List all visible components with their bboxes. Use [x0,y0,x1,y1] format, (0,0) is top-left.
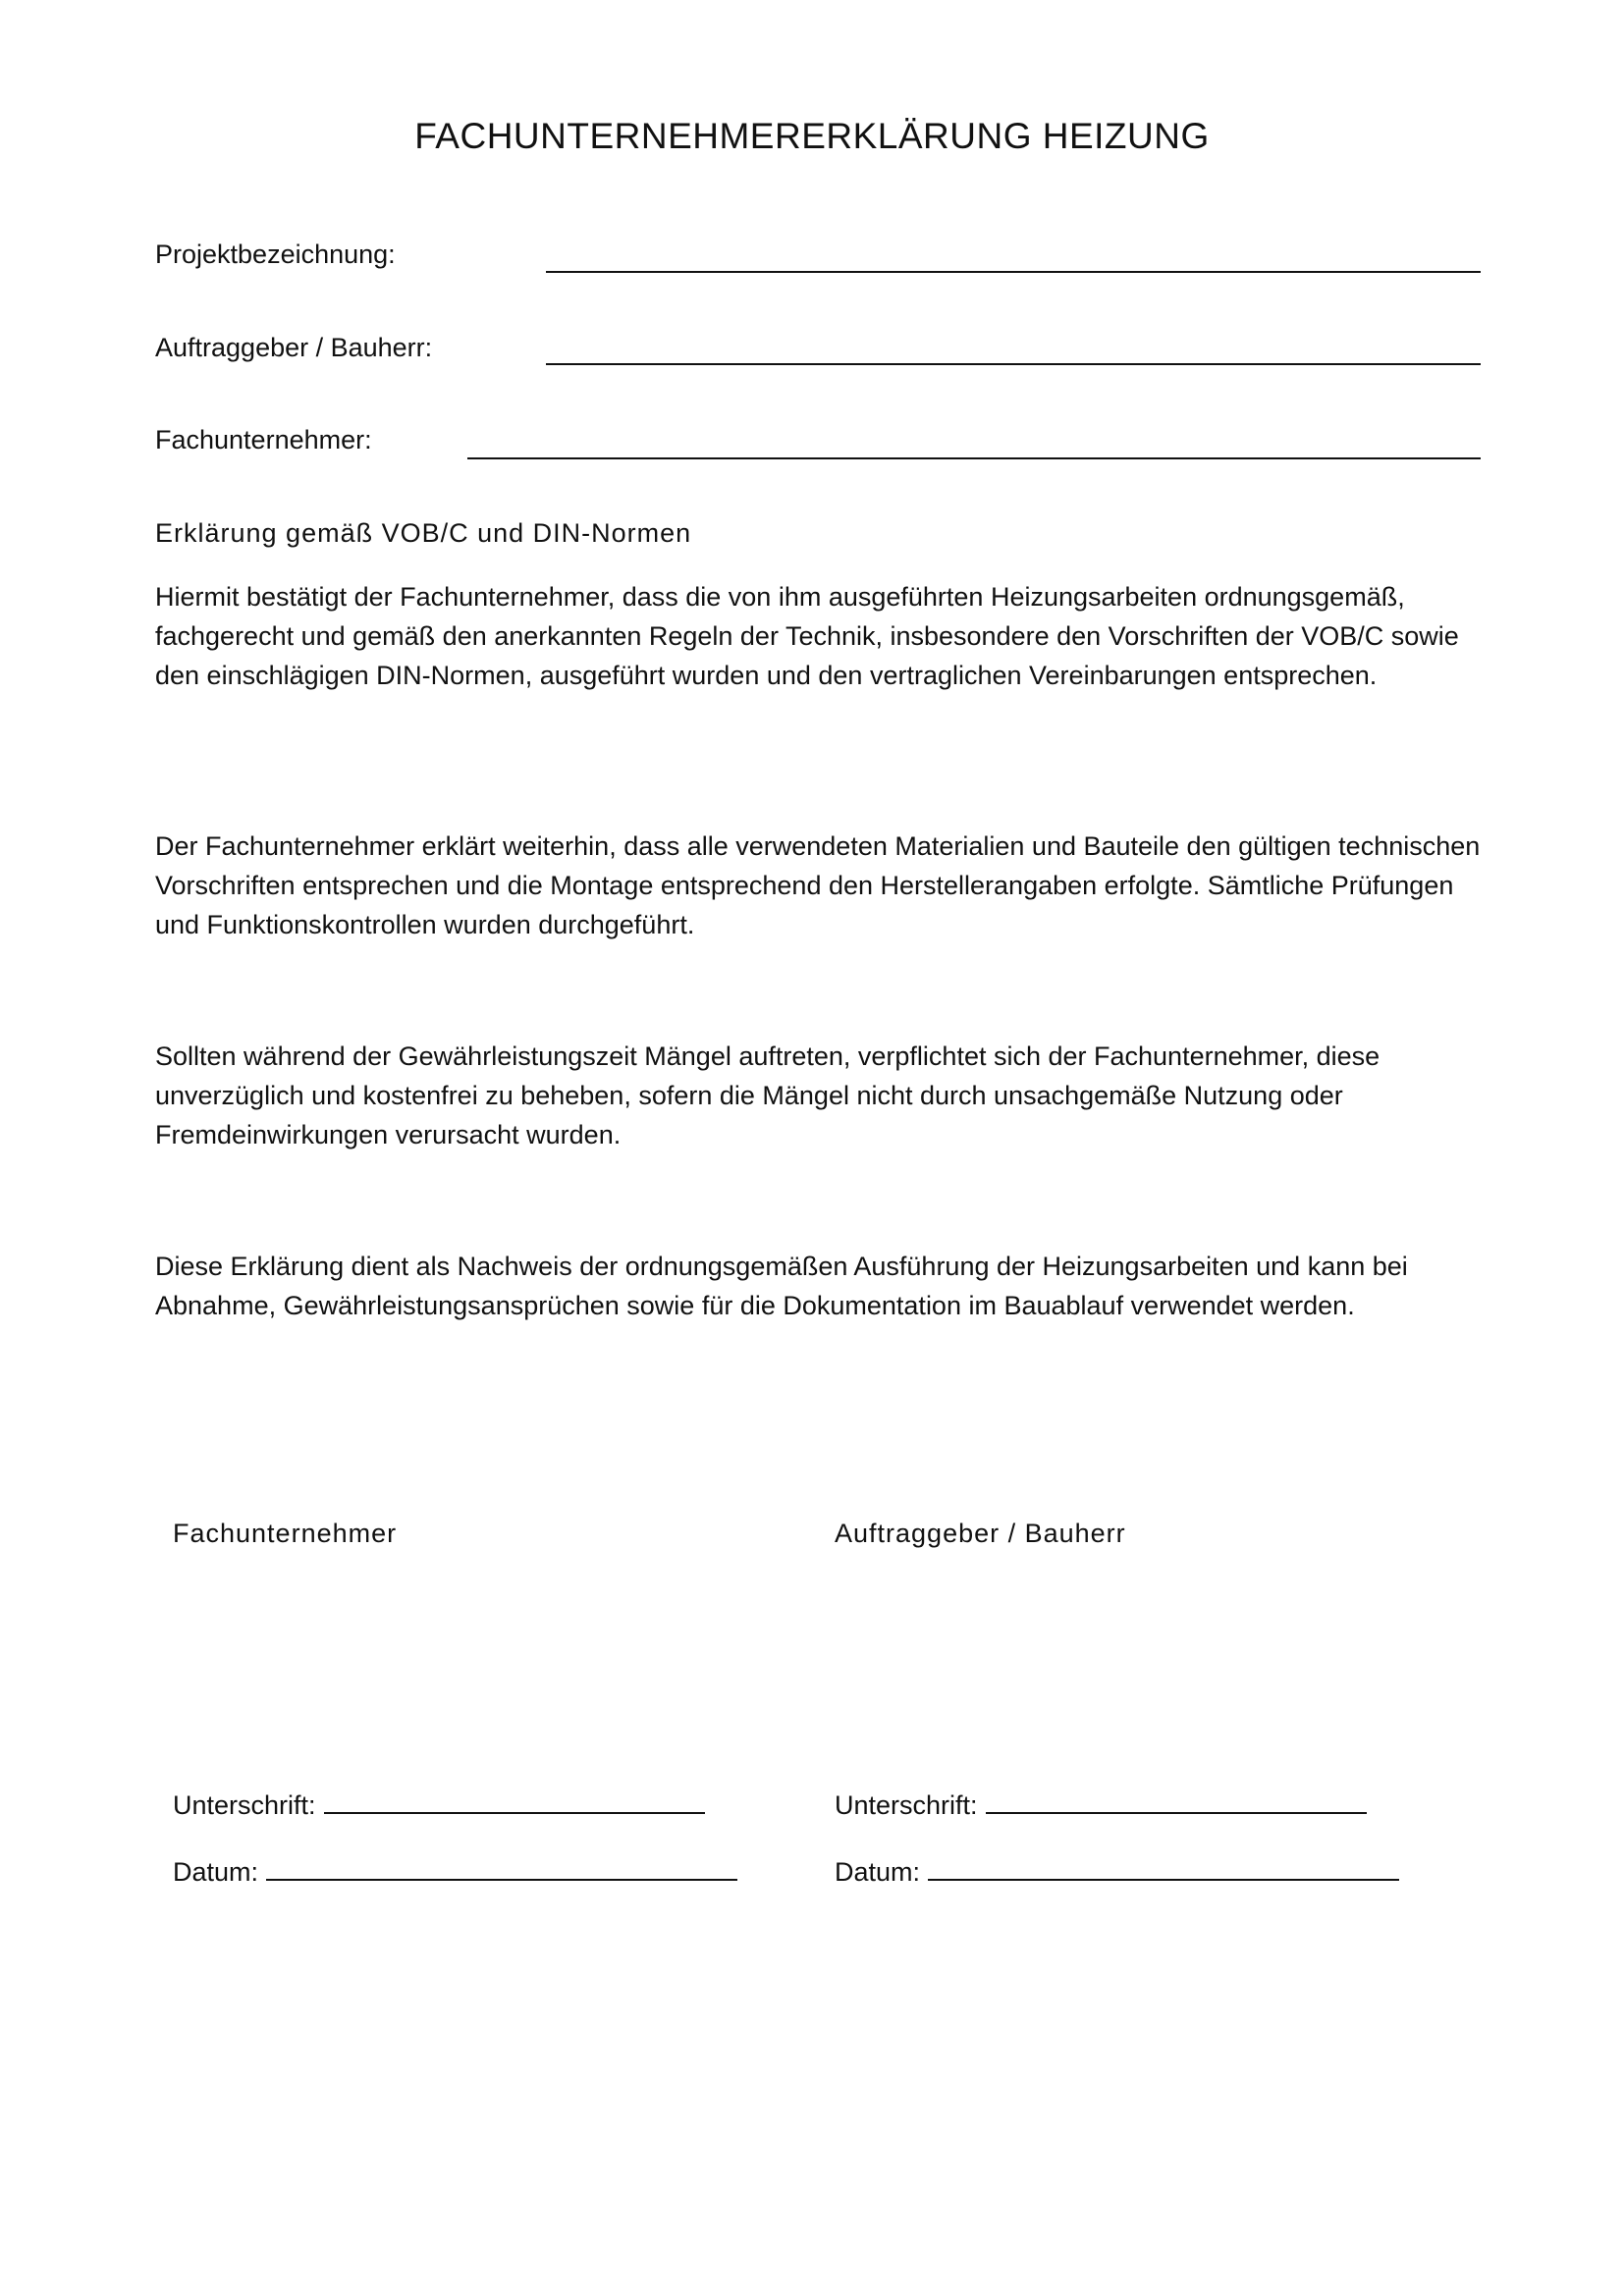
contractor-signature-row [173,1789,705,1821]
paragraph-warranty: Sollten während der Gewährleistungszeit Mängel auftreten, verpflichtet sich der Fachunternehmer, diese unverzüglich und kostenfrei zu beheben, sofern die Mängel nicht durch unsachgemäße Nutzung oder Fremdeinwirkungen verursacht wurden. [155,1041,1380,1149]
client-signature-field[interactable] [986,1789,1367,1814]
contractor-date-label: Datum: [173,1857,259,1887]
contractor-signature-field[interactable] [324,1789,705,1814]
client-field[interactable] [546,363,1481,365]
contractor-field[interactable] [467,457,1481,459]
paragraph-confirmation: Hiermit bestätigt der Fachunternehmer, dass die von ihm ausgeführten Heizungsarbeiten ordnungsgemäß, fachgerecht und gemäß den anerkannten Regeln der Technik, insbesondere den Vorschriften der VOB/C sowie den einschlägigen DIN-Normen, ausgeführt wurden und den vertraglichen Vereinbarungen entsprechen. [155,582,1459,690]
contractor-label: Fachunternehmer: [155,425,372,454]
paragraph-purpose: Diese Erklärung dient als Nachweis der ordnungsgemäßen Ausführung der Heizungsarbeiten und kann bei Abnahme, Gewährleistungsansprüchen sowie für die Dokumentation im Bauablauf verwendet werden. [155,1252,1408,1320]
page-title: FACHUNTERNEHMERERKLÄRUNG HEIZUNG [414,116,1210,156]
client-date-field[interactable] [928,1855,1399,1881]
contractor-signature-heading: Fachunternehmer [173,1519,398,1548]
section-heading: Erklärung gemäß VOB/C und DIN-Normen [155,518,692,548]
client-signature-label: Unterschrift: [835,1790,978,1820]
client-date-label: Datum: [835,1857,921,1887]
client-signature-row [835,1789,1367,1821]
client-date-row [835,1855,1399,1888]
contractor-date-field[interactable] [266,1855,737,1881]
client-signature-heading: Auftraggeber / Bauherr [835,1519,1126,1548]
paragraph-materials: Der Fachunternehmer erklärt weiterhin, dass alle verwendeten Materialien und Bauteile den gültigen technischen Vorschriften entsprechen und die Montage entsprechend den Herstellerangaben erfolgte. Sämtliche Prüfungen und Funktionskontrollen wurden durchgeführt. [155,831,1481,939]
client-label: Auftraggeber / Bauherr: [155,333,433,362]
project-name-field[interactable] [546,271,1481,273]
contractor-signature-label: Unterschrift: [173,1790,316,1820]
contractor-date-row [173,1855,737,1888]
project-name-label: Projektbezeichnung: [155,240,396,269]
